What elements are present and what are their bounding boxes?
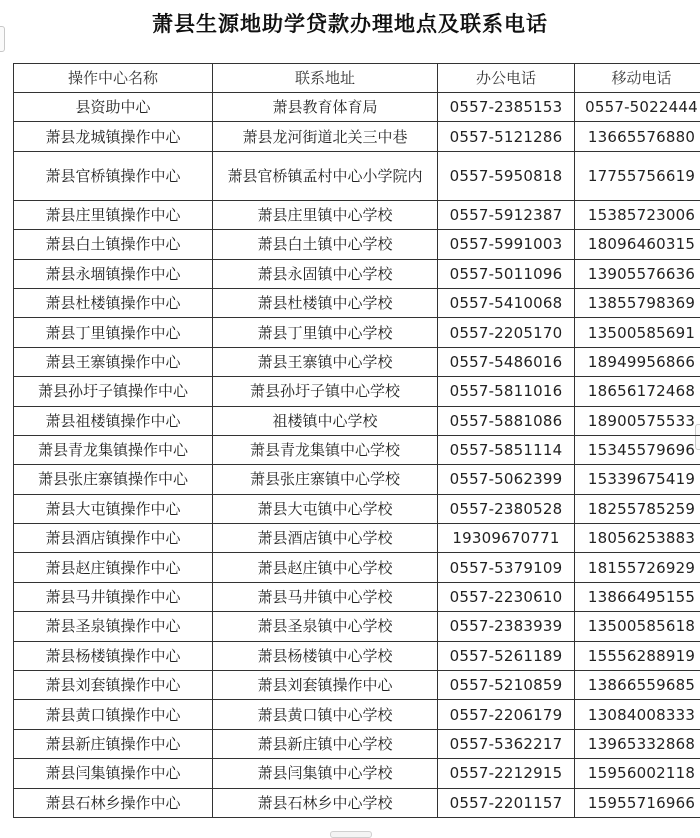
cell-office-phone: 0557-5062399 — [438, 465, 575, 494]
cell-mobile-phone: 0557-5022444 — [575, 93, 700, 122]
cell-office-phone: 0557-5811016 — [438, 377, 575, 406]
cell-office-phone: 0557-5410068 — [438, 288, 575, 317]
cell-mobile-phone: 15345579696 — [575, 435, 700, 464]
cell-center-name: 萧县赵庄镇操作中心 — [14, 553, 213, 582]
cell-address: 萧县王寨镇中心学校 — [213, 347, 438, 376]
cell-office-phone: 0557-2383939 — [438, 612, 575, 641]
cell-office-phone: 0557-5210859 — [438, 671, 575, 700]
cell-center-name: 萧县大屯镇操作中心 — [14, 494, 213, 523]
cell-mobile-phone: 13665576880 — [575, 122, 700, 151]
cell-address: 祖楼镇中心学校 — [213, 406, 438, 435]
cell-office-phone: 0557-2201157 — [438, 788, 575, 817]
cell-address: 萧县永固镇中心学校 — [213, 259, 438, 288]
table-header-row — [14, 64, 700, 93]
cell-address: 萧县赵庄镇中心学校 — [213, 553, 438, 582]
cell-office-phone: 0557-5881086 — [438, 406, 575, 435]
cell-mobile-phone: 13965332868 — [575, 729, 700, 758]
table-row — [14, 494, 700, 523]
cell-mobile-phone: 13500585618 — [575, 612, 700, 641]
cell-address: 萧县刘套镇操作中心 — [213, 671, 438, 700]
cell-center-name: 萧县庄里镇操作中心 — [14, 200, 213, 229]
cell-mobile-phone: 18949956866 — [575, 347, 700, 376]
cell-office-phone: 0557-2380528 — [438, 494, 575, 523]
cell-mobile-phone: 15556288919 — [575, 641, 700, 670]
cell-center-name: 萧县酒店镇操作中心 — [14, 524, 213, 553]
cell-office-phone: 0557-5851114 — [438, 435, 575, 464]
cell-center-name: 萧县杨楼镇操作中心 — [14, 641, 213, 670]
cell-address: 萧县青龙集镇中心学校 — [213, 435, 438, 464]
table-row — [14, 553, 700, 582]
page-title: 萧县生源地助学贷款办理地点及联系电话 — [0, 6, 700, 42]
cell-office-phone: 0557-5912387 — [438, 200, 575, 229]
table-row — [14, 347, 700, 376]
cell-center-name: 萧县黄口镇操作中心 — [14, 700, 213, 729]
table-row — [14, 122, 700, 151]
cell-office-phone: 0557-5261189 — [438, 641, 575, 670]
cell-mobile-phone: 13855798369 — [575, 288, 700, 317]
cell-center-name: 萧县闫集镇操作中心 — [14, 759, 213, 788]
cell-address: 萧县庄里镇中心学校 — [213, 200, 438, 229]
cell-mobile-phone: 13866495155 — [575, 582, 700, 611]
cell-address: 萧县杜楼镇中心学校 — [213, 288, 438, 317]
cell-address: 萧县教育体育局 — [213, 93, 438, 122]
table-row — [14, 259, 700, 288]
cell-office-phone: 0557-5362217 — [438, 729, 575, 758]
cell-mobile-phone: 15956002118 — [575, 759, 700, 788]
table-row — [14, 406, 700, 435]
cell-mobile-phone: 15385723006 — [575, 200, 700, 229]
cell-address: 萧县孙圩子镇中心学校 — [213, 377, 438, 406]
table-row — [14, 788, 700, 817]
cell-office-phone: 19309670771 — [438, 524, 575, 553]
cell-address: 萧县大屯镇中心学校 — [213, 494, 438, 523]
cell-center-name: 萧县杜楼镇操作中心 — [14, 288, 213, 317]
cell-office-phone: 0557-5486016 — [438, 347, 575, 376]
cell-center-name: 萧县白土镇操作中心 — [14, 230, 213, 259]
table-row — [14, 465, 700, 494]
cell-mobile-phone: 13500585691 — [575, 318, 700, 347]
cell-address: 萧县酒店镇中心学校 — [213, 524, 438, 553]
table-row — [14, 230, 700, 259]
cell-address: 萧县马井镇中心学校 — [213, 582, 438, 611]
cell-mobile-phone: 18255785259 — [575, 494, 700, 523]
cell-office-phone: 0557-2206179 — [438, 700, 575, 729]
cell-center-name: 县资助中心 — [14, 93, 213, 122]
cell-mobile-phone: 18056253883 — [575, 524, 700, 553]
cell-address: 萧县黄口镇中心学校 — [213, 700, 438, 729]
table-row — [14, 641, 700, 670]
cell-center-name: 萧县永堌镇操作中心 — [14, 259, 213, 288]
cell-center-name: 萧县石林乡操作中心 — [14, 788, 213, 817]
table-row — [14, 318, 700, 347]
cell-center-name: 萧县圣泉镇操作中心 — [14, 612, 213, 641]
table-row — [14, 582, 700, 611]
cell-office-phone: 0557-5991003 — [438, 230, 575, 259]
header-office-phone: 办公电话 — [438, 64, 575, 93]
header-mobile-phone: 移动电话 — [575, 64, 700, 93]
cell-mobile-phone: 18096460315 — [575, 230, 700, 259]
cell-center-name: 萧县孙圩子镇操作中心 — [14, 377, 213, 406]
table-row — [14, 729, 700, 758]
cell-mobile-phone: 17755756619 — [575, 151, 700, 200]
table-row — [14, 288, 700, 317]
table-row — [14, 524, 700, 553]
cell-address: 萧县白土镇中心学校 — [213, 230, 438, 259]
table-row — [14, 612, 700, 641]
cell-center-name: 萧县官桥镇操作中心 — [14, 151, 213, 200]
cell-center-name: 萧县丁里镇操作中心 — [14, 318, 213, 347]
cell-mobile-phone: 13905576636 — [575, 259, 700, 288]
cell-center-name: 萧县马井镇操作中心 — [14, 582, 213, 611]
table-row — [14, 435, 700, 464]
cell-center-name: 萧县龙城镇操作中心 — [14, 122, 213, 151]
cell-mobile-phone: 13084008333 — [575, 700, 700, 729]
table-row — [14, 151, 700, 200]
cell-address: 萧县丁里镇中心学校 — [213, 318, 438, 347]
cell-address: 萧县张庄寨镇中心学校 — [213, 465, 438, 494]
cell-mobile-phone: 18900575533 — [575, 406, 700, 435]
table-row — [14, 671, 700, 700]
cell-office-phone: 0557-5121286 — [438, 122, 575, 151]
header-center-name: 操作中心名称 — [14, 64, 213, 93]
cell-mobile-phone: 15955716966 — [575, 788, 700, 817]
cell-office-phone: 0557-2212915 — [438, 759, 575, 788]
cell-center-name: 萧县张庄寨镇操作中心 — [14, 465, 213, 494]
cell-address: 萧县官桥镇孟村中心小学院内 — [213, 151, 438, 200]
cell-office-phone: 0557-2205170 — [438, 318, 575, 347]
cell-mobile-phone: 13866559685 — [575, 671, 700, 700]
cell-office-phone: 0557-5950818 — [438, 151, 575, 200]
cell-center-name: 萧县刘套镇操作中心 — [14, 671, 213, 700]
cell-mobile-phone: 15339675419 — [575, 465, 700, 494]
cell-address: 萧县闫集镇中心学校 — [213, 759, 438, 788]
cell-office-phone: 0557-5011096 — [438, 259, 575, 288]
table-row — [14, 377, 700, 406]
table-row — [14, 759, 700, 788]
header-address: 联系地址 — [213, 64, 438, 93]
cell-office-phone: 0557-2230610 — [438, 582, 575, 611]
cell-center-name: 萧县王寨镇操作中心 — [14, 347, 213, 376]
contact-table — [13, 63, 700, 818]
cell-address: 萧县龙河街道北关三中巷 — [213, 122, 438, 151]
cell-office-phone: 0557-2385153 — [438, 93, 575, 122]
cell-center-name: 萧县青龙集镇操作中心 — [14, 435, 213, 464]
cell-mobile-phone: 18656172468 — [575, 377, 700, 406]
cell-address: 萧县新庄镇中心学校 — [213, 729, 438, 758]
bottom-scroll-handle[interactable] — [330, 831, 372, 838]
cell-address: 萧县石林乡中心学校 — [213, 788, 438, 817]
cell-address: 萧县杨楼镇中心学校 — [213, 641, 438, 670]
table-row — [14, 93, 700, 122]
cell-mobile-phone: 18155726929 — [575, 553, 700, 582]
table-row — [14, 200, 700, 229]
cell-center-name: 萧县祖楼镇操作中心 — [14, 406, 213, 435]
table-row — [14, 700, 700, 729]
cell-center-name: 萧县新庄镇操作中心 — [14, 729, 213, 758]
cell-office-phone: 0557-5379109 — [438, 553, 575, 582]
cell-address: 萧县圣泉镇中心学校 — [213, 612, 438, 641]
